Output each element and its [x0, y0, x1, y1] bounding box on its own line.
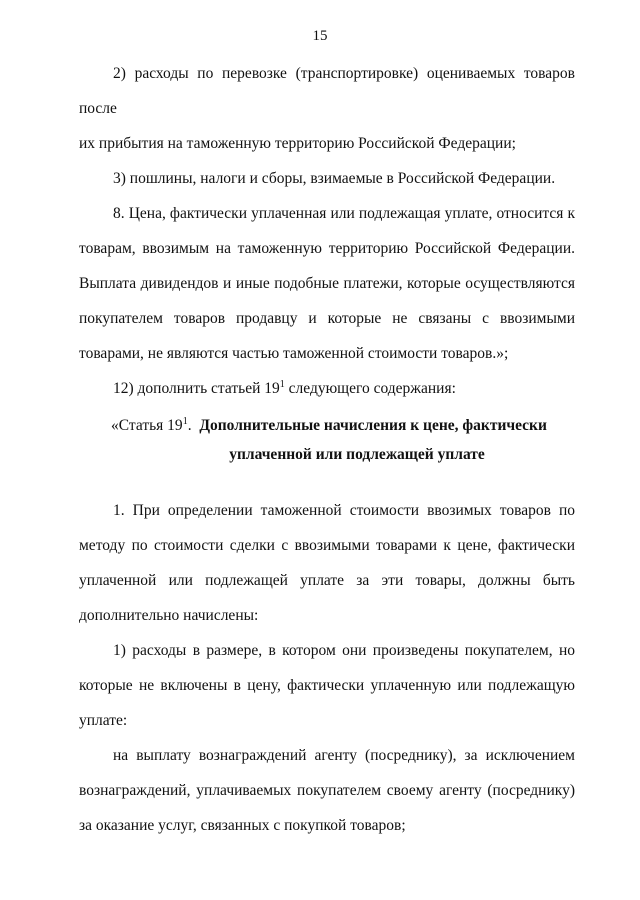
article-heading-line-1 — [79, 411, 575, 440]
article-heading-superscript: 1 — [182, 415, 188, 427]
article-title-part-2: уплаченной или подлежащей уплате — [229, 446, 485, 463]
paragraph-subpoint-1-expenses: 1) расходы в размере, в котором они произведены покупателем, но которые не включены в цену, фактически уплаченную или подлежащую уплате: — [79, 642, 575, 729]
paragraph-text-line-1: 2) расходы по перевозке (транспортировке) оцениваемых товаров после — [79, 65, 575, 117]
document-body — [79, 56, 575, 843]
page-number: 15 — [312, 28, 328, 44]
article-label: «Статья 19 — [111, 417, 183, 434]
article-label-dot: . — [187, 417, 192, 434]
paragraph-item-2-transport-costs — [79, 56, 575, 126]
paragraph-agent-fees: на выплату вознаграждений агенту (посреднику), за исключением вознаграждений, уплачиваемых покупателем своему агенту (посреднику) за оказание услуг, связанных с покупкой товаров; — [79, 747, 575, 834]
paragraph-item-3-duties: 3) пошлины, налоги и сборы, взимаемые в Российской Федерации. — [113, 170, 556, 187]
spacer — [79, 469, 575, 493]
paragraph-article-point-1: 1. При определении таможенной стоимости ввозимых товаров по методу по стоимости сделки с ввозимыми товарами к цене, фактически уплаченной или подлежащей уплате за эти товары, должны быть дополнительно начислены: — [79, 502, 575, 624]
article-superscript: 1 — [279, 378, 285, 390]
amendment-text-post: следующего содержания: — [284, 380, 456, 397]
paragraph-text-line-2: их прибытия на таможенную территорию Российской Федерации; — [79, 135, 516, 152]
article-heading — [79, 406, 575, 469]
paragraph-amendment-12 — [79, 371, 575, 406]
paragraph-clause-8: 8. Цена, фактически уплаченная или подлежащая уплате, относится к товарам, ввозимым на таможенную территорию Российской Федерации. Выплата дивидендов и иные подобные платежи, которые осуществляются покупателем товаров продавцу и которые не связаны с ввозимыми товарами, не являются частью таможенной стоимости товаров.»; — [79, 205, 575, 362]
paragraph-continuation — [79, 126, 575, 161]
article-title-part-1: Дополнительные начисления к цене, фактически — [199, 417, 547, 434]
amendment-text-pre: 12) дополнить статьей 19 — [113, 380, 280, 397]
